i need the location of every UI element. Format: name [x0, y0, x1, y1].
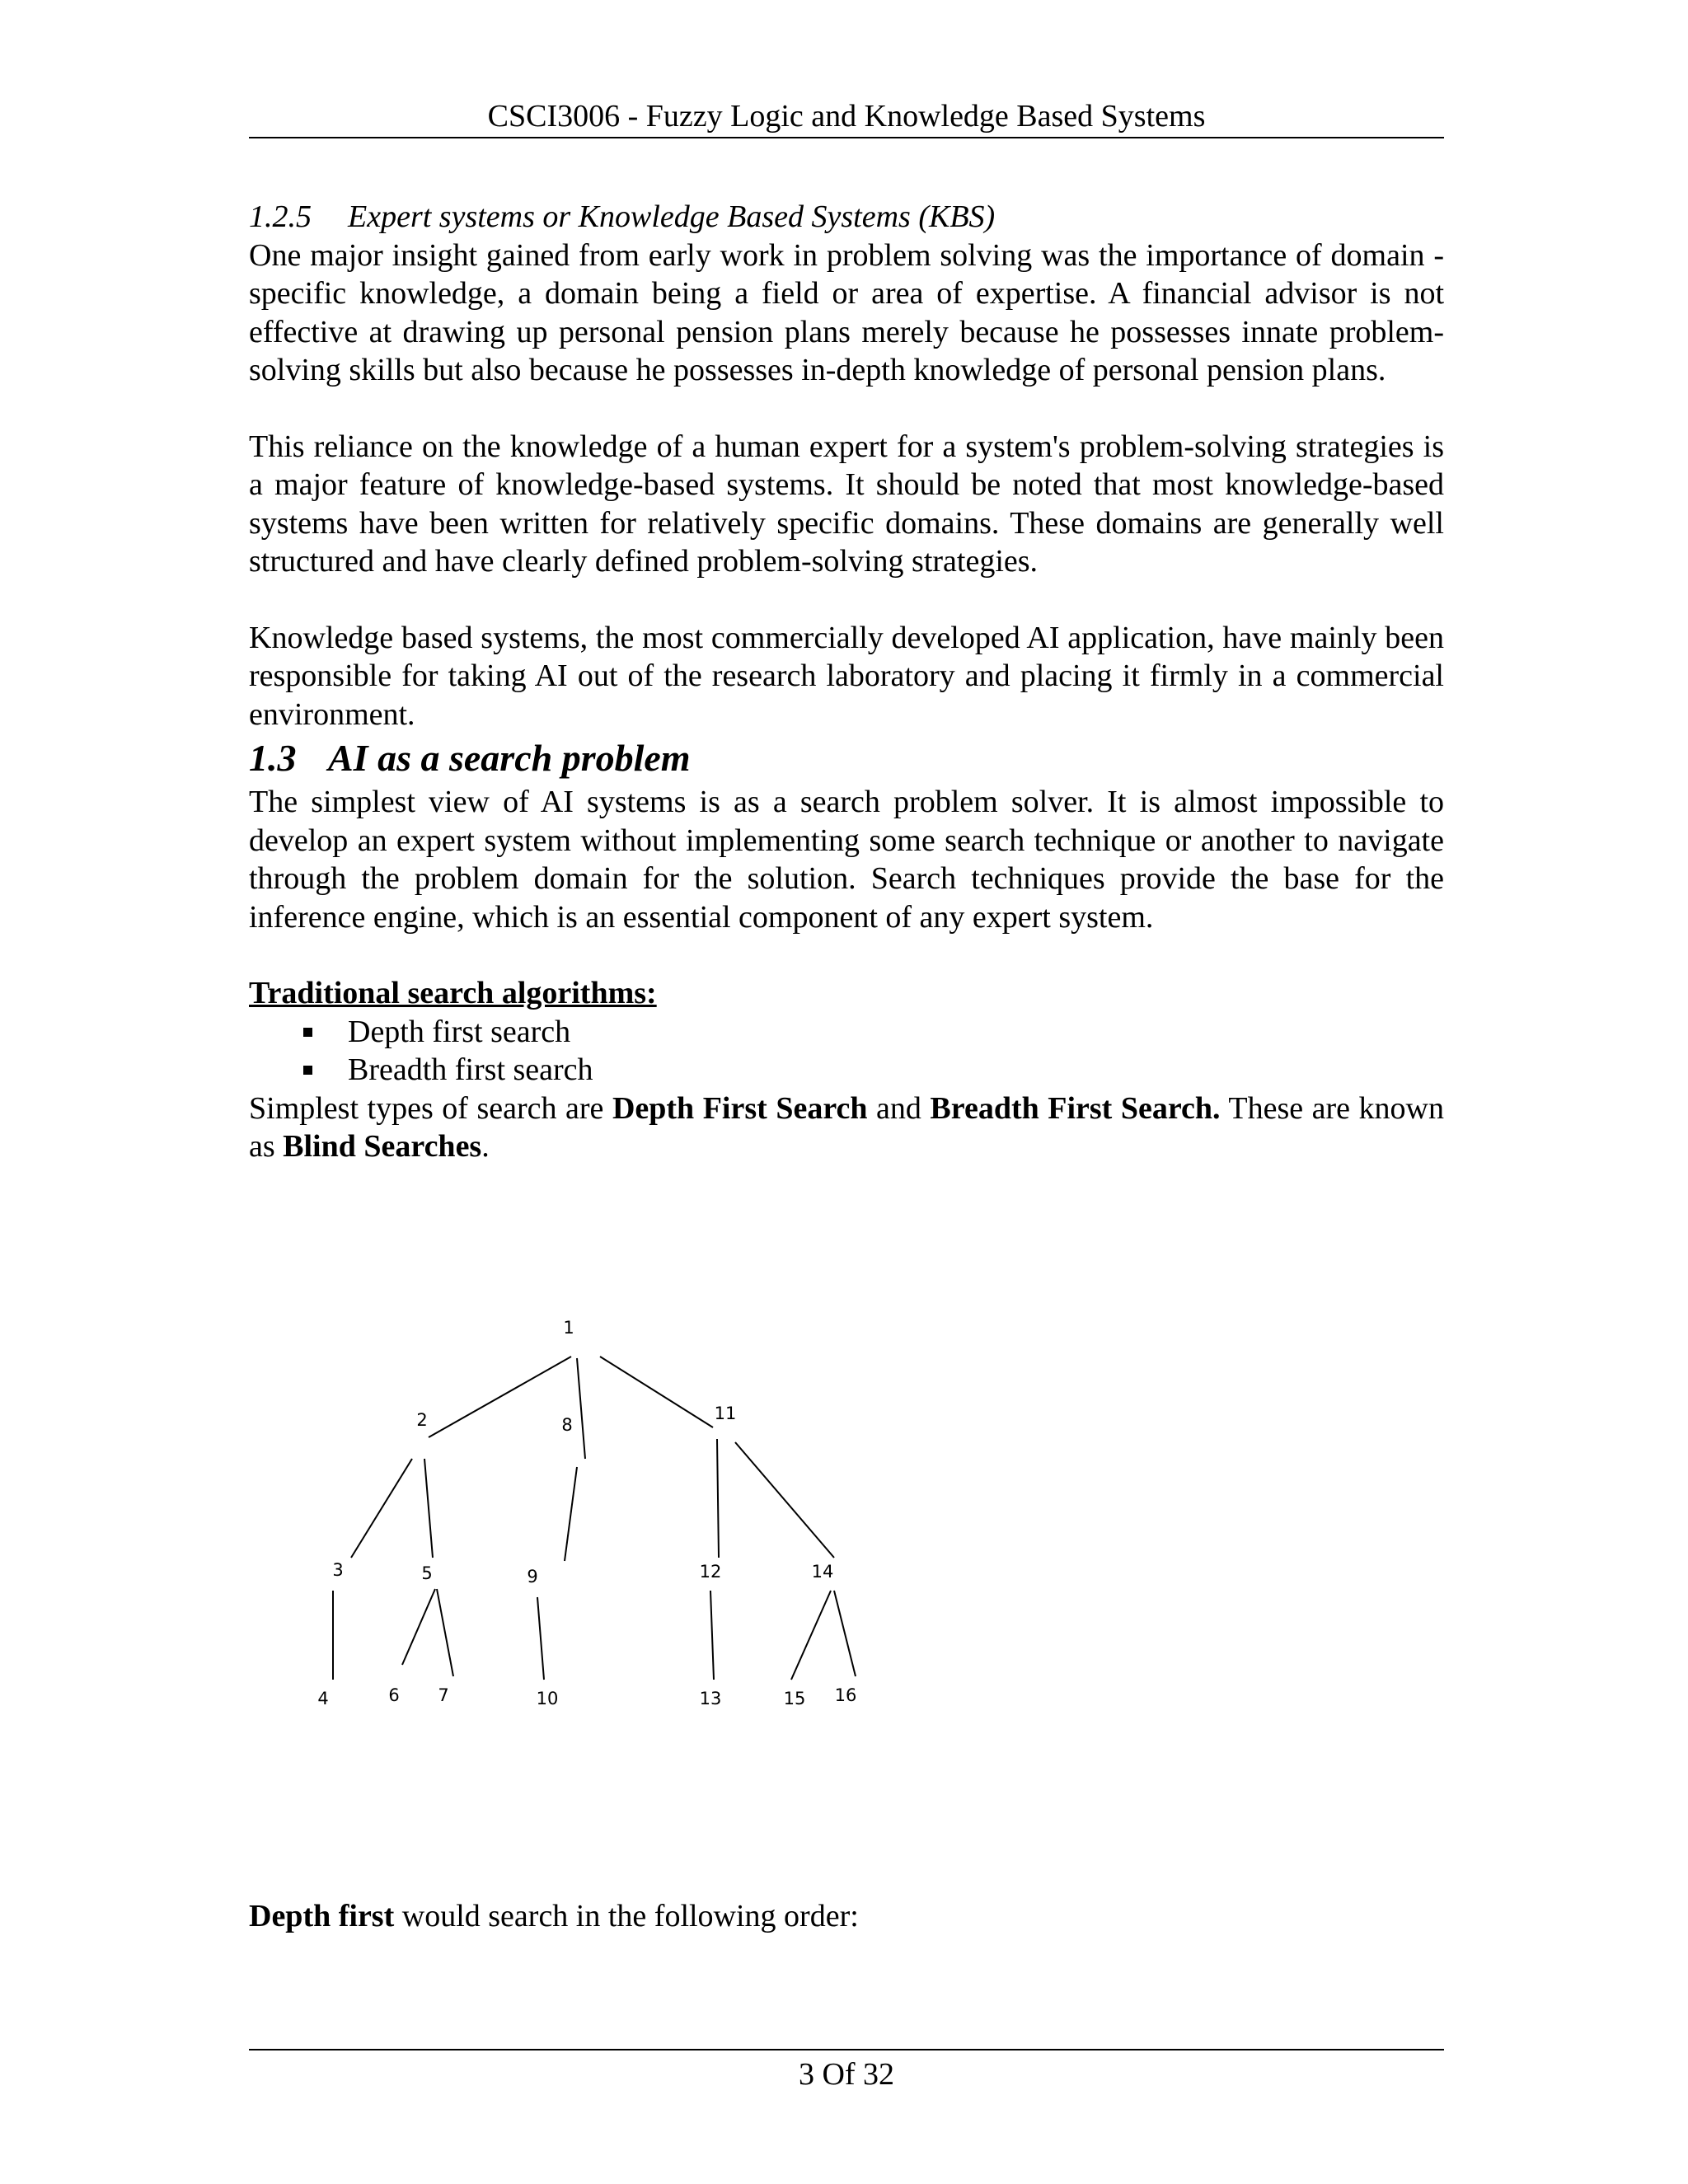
paragraph: Knowledge based systems, the most commercially developed AI application, have mainly been responsible for taking AI out of the research laboratory and placing it firmly in a commercial environment.	[249, 620, 1444, 732]
tree-node-label: 2	[416, 1410, 428, 1430]
tree-edge	[437, 1589, 453, 1676]
search-algorithm-list	[249, 1013, 1444, 1090]
blind-search-sentence	[249, 1090, 1444, 1166]
tree-edge	[424, 1459, 433, 1558]
tree-node-label: 12	[699, 1562, 722, 1582]
tree-node-label: 8	[561, 1415, 573, 1435]
tree-edge	[577, 1358, 585, 1459]
tree-node-label: 3	[332, 1560, 344, 1580]
tree-node-label: 10	[536, 1689, 559, 1708]
text-run: would search in the following order:	[394, 1899, 859, 1933]
search-tree-diagram	[297, 1310, 940, 1788]
tree-edge	[735, 1442, 834, 1558]
tree-edge	[537, 1597, 544, 1680]
text-run: .	[481, 1129, 490, 1164]
section-1-3-heading	[249, 733, 1444, 783]
square-bullet-icon	[303, 1066, 312, 1075]
page-body	[249, 198, 1444, 1166]
header-rule	[249, 137, 1444, 138]
tree-edge	[402, 1589, 435, 1665]
section-title: Expert systems or Knowledge Based Systems (KBS)	[348, 199, 996, 234]
paragraph: This reliance on the knowledge of a human expert for a system's problem-solving strategies is a major feature of knowledge-based systems. It should be noted that most knowledge-based systems have been written for relatively specific domains. These domains are generally well structured and have clearly defined problem-solving strategies.	[249, 429, 1444, 579]
traditional-search-heading: Traditional search algorithms:	[249, 976, 657, 1010]
paragraph: One major insight gained from early work in problem solving was the importance of domain - specific knowledge, a domain being a field or area of expertise. A financial advisor is not effective at drawing up personal pension plans merely because he possesses innate problem-solving skills but also because he possesses in-depth knowledge of personal pension plans.	[249, 237, 1444, 387]
tree-edge	[351, 1459, 412, 1558]
tree-edge	[791, 1591, 831, 1680]
tree-node-label: 6	[388, 1685, 400, 1705]
section-number: 1.3	[249, 737, 297, 779]
tree-node-label: 16	[834, 1685, 857, 1705]
list-item-label: Depth first search	[348, 1014, 571, 1049]
section-title: AI as a search problem	[328, 737, 691, 779]
tree-edge	[429, 1357, 571, 1437]
tree-node-label: 9	[527, 1567, 538, 1586]
tree-node-label: 4	[317, 1689, 329, 1708]
paragraph: The simplest view of AI systems is as a search problem solver. It is almost impossible to develop an expert system without implementing some search technique or another to navigate through the problem domain for the solution. Search techniques provide the base for the inference engine, which is an essential component of any expert system.	[249, 785, 1444, 935]
depth-first-sentence	[249, 1897, 859, 1935]
list-item	[249, 1013, 1444, 1052]
tree-edge	[565, 1467, 577, 1561]
bold-term: Depth first	[249, 1899, 395, 1933]
footer-rule	[249, 2049, 1444, 2050]
text-run: Simplest types of search are	[249, 1090, 612, 1126]
page-number: 3 Of 32	[798, 2057, 895, 2092]
tree-edges	[333, 1357, 856, 1680]
section-1-2-5-heading	[249, 198, 1444, 237]
tree-node-label: 14	[811, 1562, 834, 1582]
tree-edge	[600, 1357, 713, 1427]
tree-node-labels	[317, 1318, 856, 1708]
tree-edge	[834, 1591, 856, 1676]
running-header: CSCI3006 - Fuzzy Logic and Knowledge Based Systems	[487, 99, 1206, 134]
tree-node-label: 5	[421, 1563, 433, 1583]
tree-node-label: 13	[699, 1689, 722, 1708]
square-bullet-icon	[303, 1028, 312, 1037]
list-item-label: Breadth first search	[348, 1052, 593, 1087]
tree-edge	[710, 1591, 714, 1680]
bold-term: Depth First Search	[612, 1090, 868, 1126]
section-number: 1.2.5	[249, 199, 312, 234]
bold-term: Blind Searches	[283, 1129, 482, 1164]
text-run: and	[867, 1090, 931, 1126]
bold-term: Breadth First Search.	[930, 1090, 1221, 1126]
tree-node-label: 15	[783, 1689, 806, 1708]
text-run: These are known as	[249, 1090, 1444, 1164]
tree-node-label: 11	[714, 1404, 737, 1423]
tree-node-label: 1	[563, 1318, 574, 1338]
tree-node-label: 7	[438, 1685, 449, 1705]
tree-edge	[717, 1439, 719, 1558]
list-item	[249, 1051, 1444, 1090]
